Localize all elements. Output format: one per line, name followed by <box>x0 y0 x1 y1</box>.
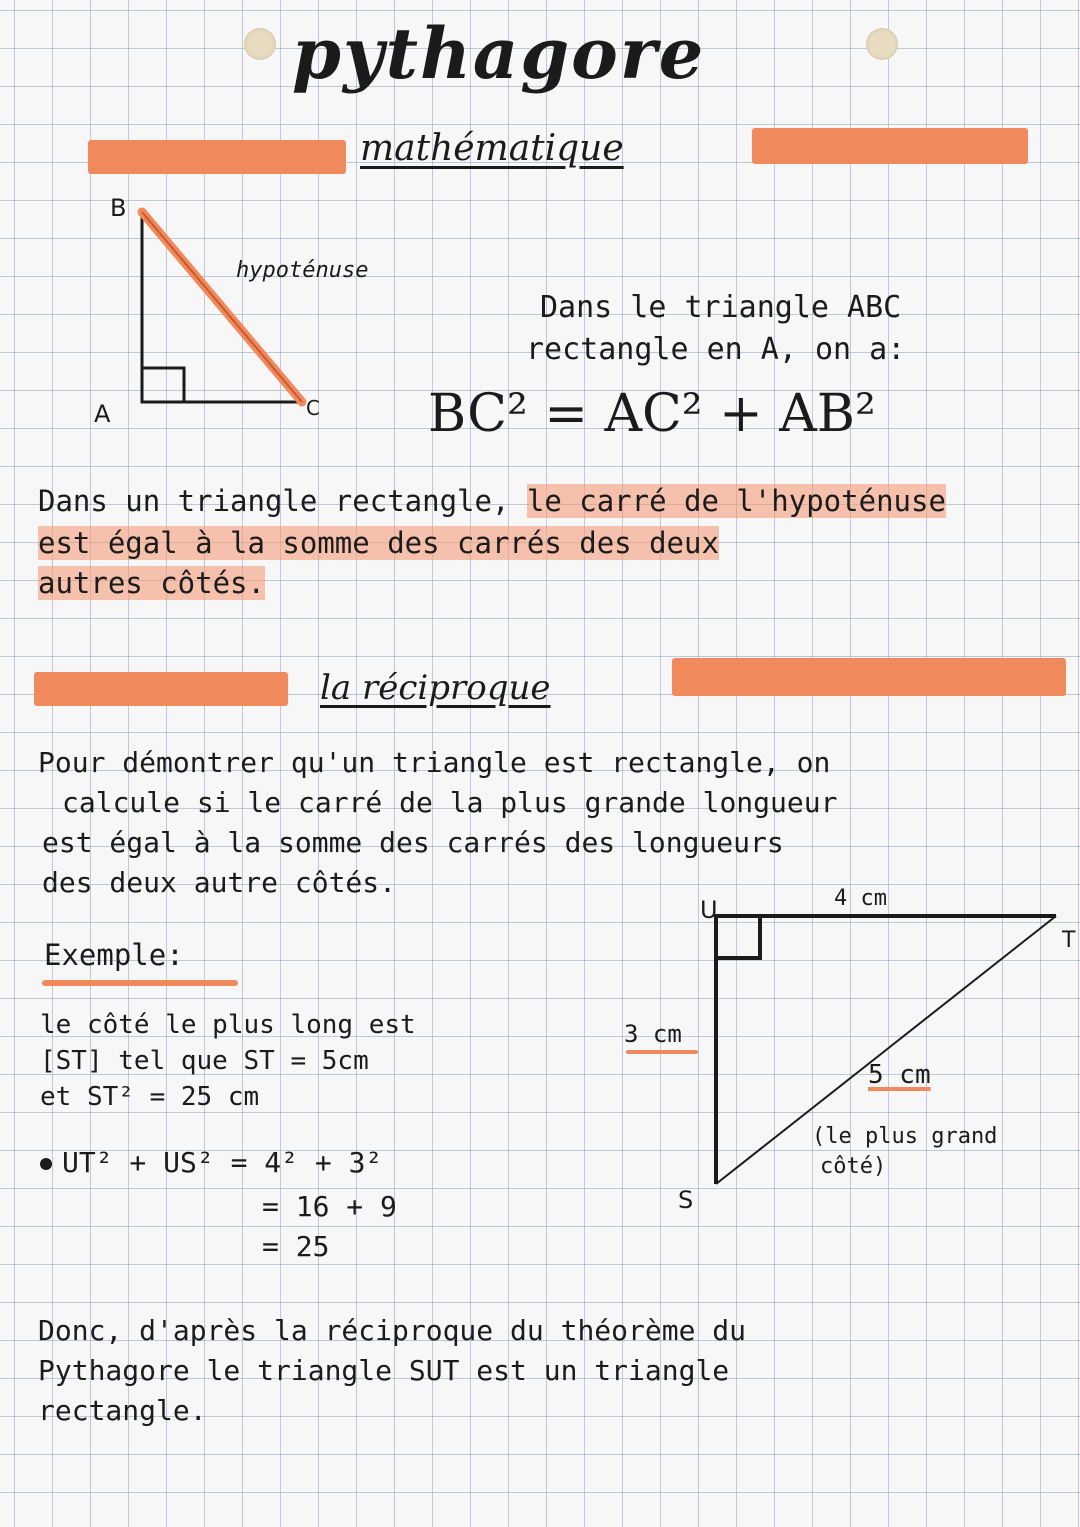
title-bar-left <box>88 140 346 174</box>
reciprocal-line-3: est égal à la somme des carrés des longueurs <box>42 826 784 859</box>
vertex-a-label: A <box>94 400 111 428</box>
example-heading: Exemple: <box>44 938 184 972</box>
page-title: pythagore <box>292 12 706 95</box>
side-us-length: 3 cm <box>624 1020 682 1048</box>
vertex-s-label: S <box>678 1186 694 1214</box>
punch-hole-right <box>866 28 898 60</box>
reciprocal-line-4: des deux autre côtés. <box>42 866 397 899</box>
right-angle-marker <box>142 368 184 402</box>
side-st-note-1: (le plus grand <box>812 1124 998 1149</box>
theorem-line-2: rectangle en A, on a: <box>526 332 906 367</box>
hypotenuse-bc-edge <box>142 212 302 402</box>
statement-line-1 <box>38 484 946 518</box>
vertex-b-label: B <box>110 194 127 222</box>
example-underline <box>42 980 238 986</box>
vertex-c-label: C <box>306 396 320 420</box>
statement-line-2: est égal à la somme des carrés des deux <box>38 526 719 560</box>
punch-hole-left <box>244 28 276 60</box>
calc-line-1: UT² + US² = 4² + 3² <box>62 1146 383 1179</box>
vertex-u-label: U <box>700 896 718 924</box>
theorem-line-1: Dans le triangle ABC <box>540 290 902 325</box>
example-line-1: le côté le plus long est <box>40 1010 416 1040</box>
reciprocal-line-2: calcule si le carré de la plus grande longueur <box>62 786 838 819</box>
example-line-3: et ST² = 25 cm <box>40 1082 260 1112</box>
reciprocal-heading: la réciproque <box>320 668 551 708</box>
side-st-length: 5 cm <box>868 1060 931 1090</box>
side-us-underline <box>626 1050 698 1054</box>
conclusion-line-2: Pythagore le triangle SUT est un triangle <box>38 1354 730 1387</box>
right-angle-marker-u <box>716 916 760 958</box>
page-subtitle: mathématique <box>360 128 624 169</box>
conclusion-line-3: rectangle. <box>38 1394 207 1427</box>
example-line-2: [ST] tel que ST = 5cm <box>40 1046 369 1076</box>
side-st-note-2: côté) <box>820 1154 887 1179</box>
title-bar-right <box>752 128 1028 164</box>
vertex-t-label: T <box>1062 928 1076 953</box>
calc-line-2: = 16 + 9 <box>262 1190 397 1223</box>
calc-line-3: = 25 <box>262 1230 330 1263</box>
bullet-dot <box>40 1158 52 1170</box>
reciprocal-line-1: Pour démontrer qu'un triangle est rectangle, on <box>38 746 831 779</box>
side-ut-length: 4 cm <box>834 886 887 911</box>
statement-part-2: le carré de l'hypoténuse <box>526 484 946 518</box>
reciprocal-bar-right <box>672 658 1066 696</box>
statement-line-3: autres côtés. <box>38 566 265 600</box>
reciprocal-bar-left <box>34 672 288 706</box>
conclusion-line-1: Donc, d'après la réciproque du théorème du <box>38 1314 747 1347</box>
hypotenuse-label: hypoténuse <box>236 258 369 283</box>
pythagoras-formula: BC² = AC² + AB² <box>428 384 876 444</box>
statement-part-1: Dans un triangle rectangle, <box>38 484 510 518</box>
